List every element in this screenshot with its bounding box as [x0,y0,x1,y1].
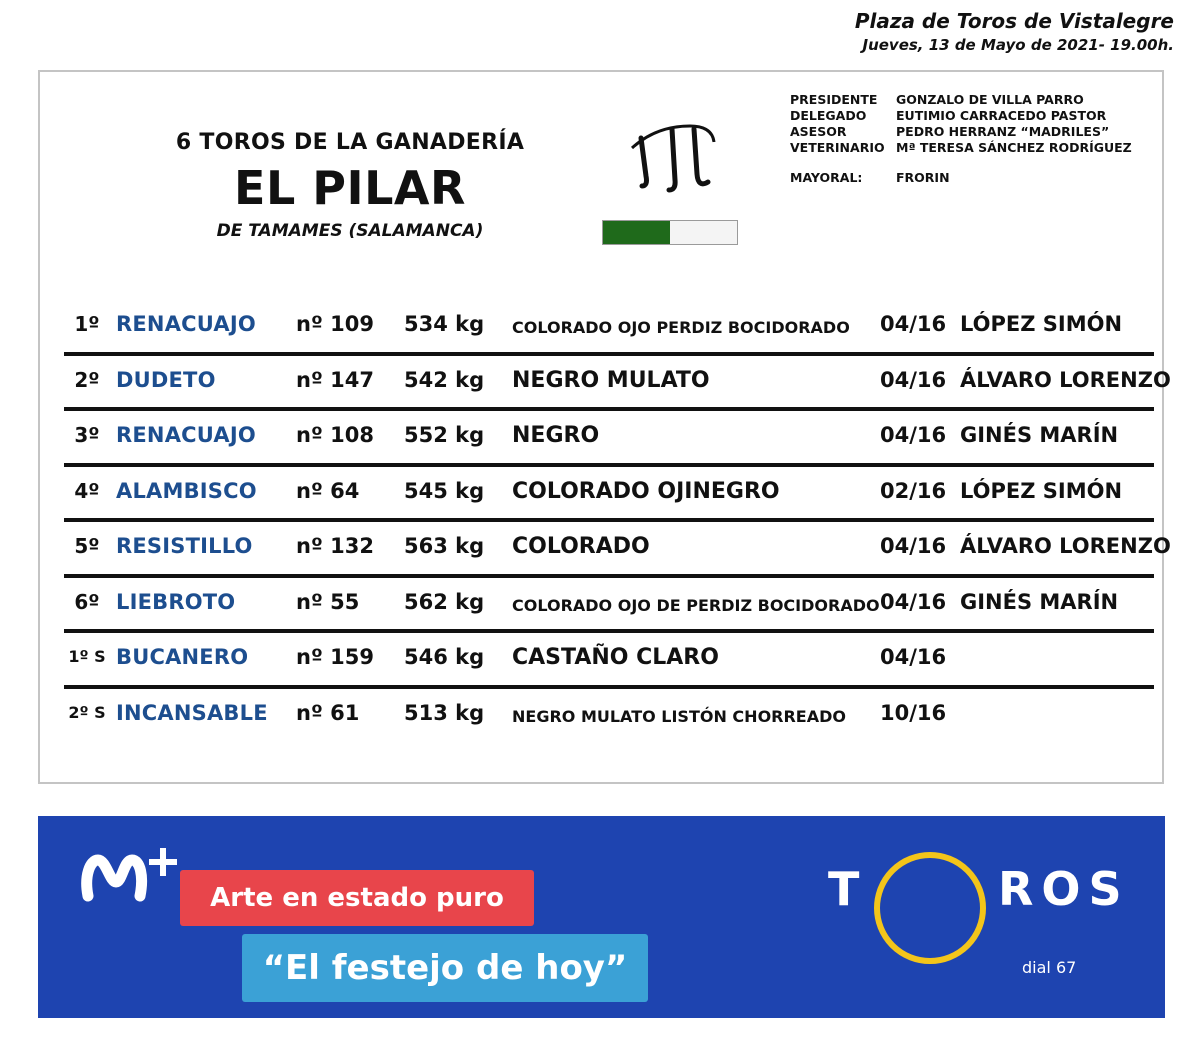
bull-name: RENACUAJO [116,312,256,336]
official-row [790,124,1132,140]
bull-weight: 546 kg [404,645,485,669]
toros-channel-logo [818,848,1138,988]
mayoral-label: MAYORAL: [790,170,863,185]
bull-weight: 545 kg [404,478,485,503]
bull-birth-date: 04/16 [880,589,947,614]
divisa-ribbon [602,220,738,245]
bull-coat: COLORADO OJO DE PERDIZ BOCIDORADO [512,595,880,615]
official-row [790,108,1132,124]
bull-number: nº 61 [296,700,360,725]
bull-order: 1º [74,312,100,336]
ganaderia-name: EL PILAR [234,161,466,215]
bull-matador: ÁLVARO LORENZO [960,367,1171,392]
bull-coat: COLORADO OJO PERDIZ BOCIDORADO [512,318,850,337]
bull-order: 6º [74,589,100,614]
event-datetime: Jueves, 13 de Mayo de 2021- 19.00h. [862,36,1174,54]
mayoral-name: FRORIN [896,170,950,185]
official-row [790,140,1132,156]
bull-matador: GINÉS MARÍN [960,589,1119,614]
official-role: VETERINARIO [790,140,885,155]
channel-dial: dial 67 [1022,958,1077,977]
bull-birth-date: 04/16 [880,534,947,558]
official-row [790,92,1132,108]
bull-row [64,356,1171,412]
bull-weight: 552 kg [404,423,485,447]
bull-weight: 563 kg [404,534,485,558]
official-role: ASESOR [790,124,847,139]
toros-letters-ros: ROS [998,862,1130,916]
bull-order: 2º [74,367,100,392]
bull-row [64,689,1154,745]
ganaderia-origin: DE TAMAMES (SALAMANCA) [216,221,484,241]
bull-order: 5º [74,534,100,558]
bull-name: RESISTILLO [116,534,253,558]
bull-birth-date: 04/16 [880,423,947,447]
program-badge: “El festejo de hoy” [242,934,648,1002]
bull-birth-date: 10/16 [880,700,947,725]
official-name: EUTIMIO CARRACEDO PASTOR [896,108,1107,123]
bull-number: nº 55 [296,589,360,614]
bull-name: LIEBROTO [116,589,236,614]
official-name: Mª TERESA SÁNCHEZ RODRÍGUEZ [896,140,1132,155]
bull-matador: LÓPEZ SIMÓN [960,478,1123,503]
ganaderia-line: 6 TOROS DE LA GANADERÍA [175,130,525,155]
bull-birth-date: 04/16 [880,312,947,336]
ad-banner[interactable] [38,816,1165,1018]
bull-coat: NEGRO MULATO [512,367,710,393]
bull-row [64,467,1154,523]
bull-name: DUDETO [116,367,216,392]
bull-birth-date: 02/16 [880,478,947,503]
bull-number: nº 159 [296,645,374,669]
bull-coat: NEGRO MULATO LISTÓN CHORREADO [512,706,846,726]
bull-list-card [38,70,1171,784]
bull-matador: LÓPEZ SIMÓN [960,312,1123,336]
bull-matador: GINÉS MARÍN [960,423,1119,447]
bull-row [64,411,1154,467]
bull-coat: CASTAÑO CLARO [512,645,719,670]
bull-birth-date: 04/16 [880,645,947,669]
official-name: PEDRO HERRANZ “MADRILES” [896,124,1110,139]
official-role: DELEGADO [790,108,867,123]
bull-order: 4º [74,478,100,503]
bull-row [64,522,1171,578]
bull-name: ALAMBISCO [116,478,257,503]
toros-letter-t: T [828,862,868,916]
bull-coat: COLORADO OJINEGRO [512,478,780,504]
bull-row [64,633,1154,689]
bull-weight: 534 kg [404,312,485,336]
bull-weight: 562 kg [404,589,485,614]
bull-row [64,300,1154,356]
bull-order: 2º S [68,702,106,722]
tagline-badge: Arte en estado puro [180,870,534,926]
bull-birth-date: 04/16 [880,367,947,392]
hierro-brand-icon [596,102,746,202]
bull-coat: COLORADO [512,534,650,559]
bull-name: RENACUAJO [116,423,256,447]
mayoral-row [790,170,1132,186]
ganaderia-heading [140,126,560,246]
divisa-green [603,221,670,244]
bull-order: 3º [74,423,100,447]
bull-number: nº 109 [296,312,374,336]
bull-name: INCANSABLE [116,700,268,725]
bull-number: nº 64 [296,478,360,503]
bull-weight: 513 kg [404,700,485,725]
official-name: GONZALO DE VILLA PARRO [896,92,1084,107]
venue-name: Plaza de Toros de Vistalegre [854,9,1174,33]
official-role: PRESIDENTE [790,92,878,107]
bull-number: nº 132 [296,534,374,558]
bull-name: BUCANERO [116,645,249,669]
toros-ring-icon [874,852,986,964]
bull-coat: NEGRO [512,423,600,448]
bull-number: nº 108 [296,423,374,447]
movistar-plus-logo-icon [80,842,192,906]
bull-weight: 542 kg [404,367,485,392]
divisa-white [670,221,737,244]
bull-number: nº 147 [296,367,374,392]
venue-header [855,8,1174,56]
bull-matador: ÁLVARO LORENZO [960,534,1171,558]
bull-order: 1º S [68,647,106,666]
bulls-table [64,300,1171,744]
bull-row [64,578,1154,634]
officials-list [790,92,1132,186]
